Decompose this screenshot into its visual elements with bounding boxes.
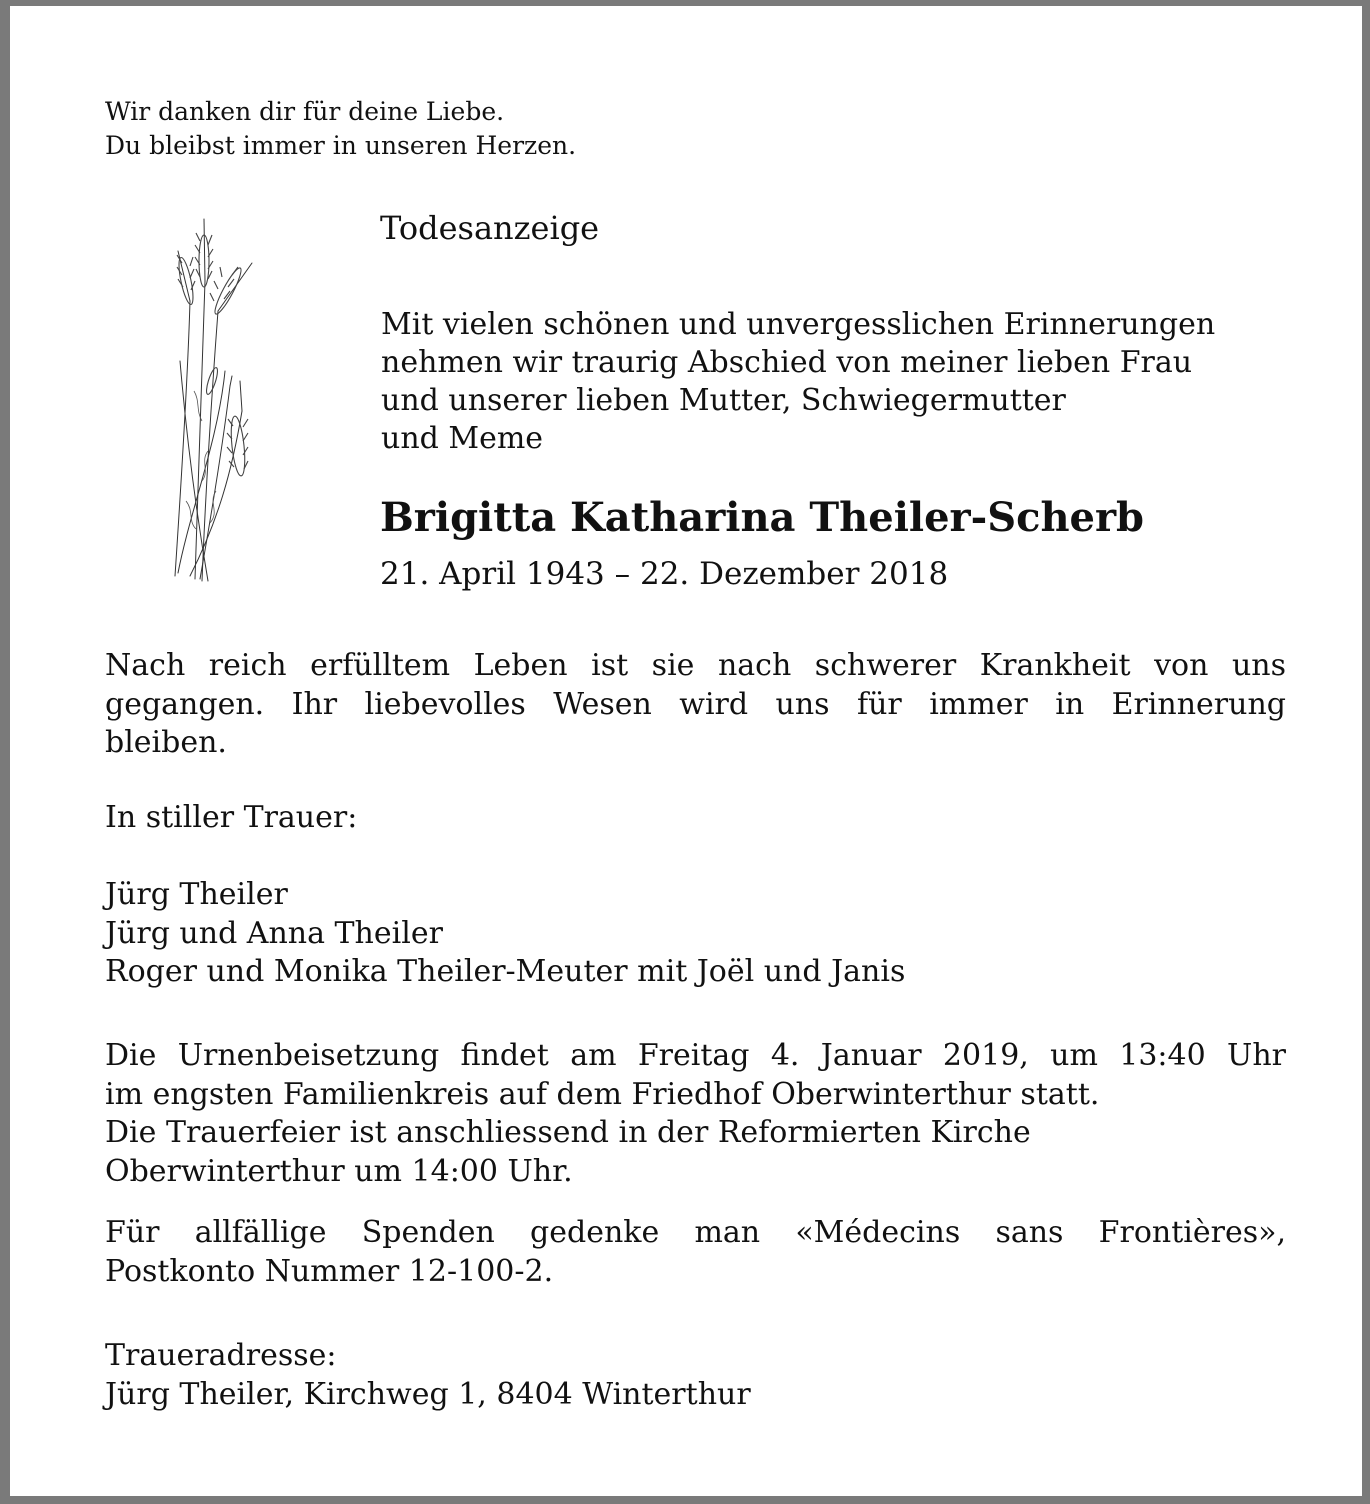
wheat-sheaf-icon [160, 211, 270, 586]
tribute-line-1: Nach reich erfülltem Leben ist sie nach schwerer Krankheit von uns [105, 648, 1286, 683]
donation-line-1: Für allfällige Spenden gedenke man «Médecins sans Frontières», [105, 1215, 1286, 1250]
mourning-address [105, 1337, 1286, 1414]
intro-line-3: und unserer lieben Mutter, Schwiegermutter [381, 383, 1066, 418]
address-value: Jürg Theiler, Kirchweg 1, 8404 Winterthur [105, 1376, 751, 1412]
mourner-name: Jürg Theiler [105, 877, 288, 912]
intro-line-2: nehmen wir traurig Abschied von meiner lieben Frau [381, 345, 1193, 380]
service-line-1: Die Urnenbeisetzung findet am Freitag 4. Januar 2019, um 13:40 Uhr [105, 1038, 1286, 1073]
service-details [105, 1037, 1286, 1191]
life-dates: 21. April 1943 – 22. Dezember 2018 [380, 556, 949, 592]
service-line-3: Die Trauerfeier ist anschliessend in der Reformierten Kirche [105, 1115, 1031, 1150]
tribute-line-2: gegangen. Ihr liebevolles Wesen wird uns für immer in Erinnerung [105, 686, 1286, 722]
mourner-name: Roger und Monika Theiler-Meuter mit Joël und Janis [105, 954, 906, 989]
tribute-text [105, 647, 1286, 763]
donation-line-2: Postkonto Nummer 12-100-2. [105, 1253, 554, 1289]
donation-info [105, 1214, 1286, 1291]
mourners-label [105, 799, 1286, 838]
motto-line-2: Du bleibst immer in unseren Herzen. [105, 131, 577, 160]
service-line-2: im engsten Familienkreis auf dem Friedhof Oberwinterthur statt. [105, 1076, 1100, 1112]
notice-heading: Todesanzeige [380, 209, 600, 247]
motto-line-1: Wir danken dir für deine Liebe. [105, 97, 505, 126]
mourners-label-text: In stiller Trauer: [105, 800, 358, 835]
address-label: Traueradresse: [105, 1338, 337, 1373]
intro-line-1: Mit vielen schönen und unvergesslichen Erinnerungen [381, 307, 1216, 342]
motto [105, 95, 576, 163]
tribute-line-3: bleiben. [105, 725, 227, 760]
intro-text [381, 306, 1215, 458]
intro-line-4: und Meme [381, 421, 544, 456]
mourner-name: Jürg und Anna Theiler [105, 915, 443, 951]
deceased-name: Brigitta Katharina Theiler-Scherb [380, 494, 1145, 541]
service-line-4: Oberwinterthur um 14:00 Uhr. [105, 1153, 573, 1189]
mourners-list [105, 876, 1286, 992]
